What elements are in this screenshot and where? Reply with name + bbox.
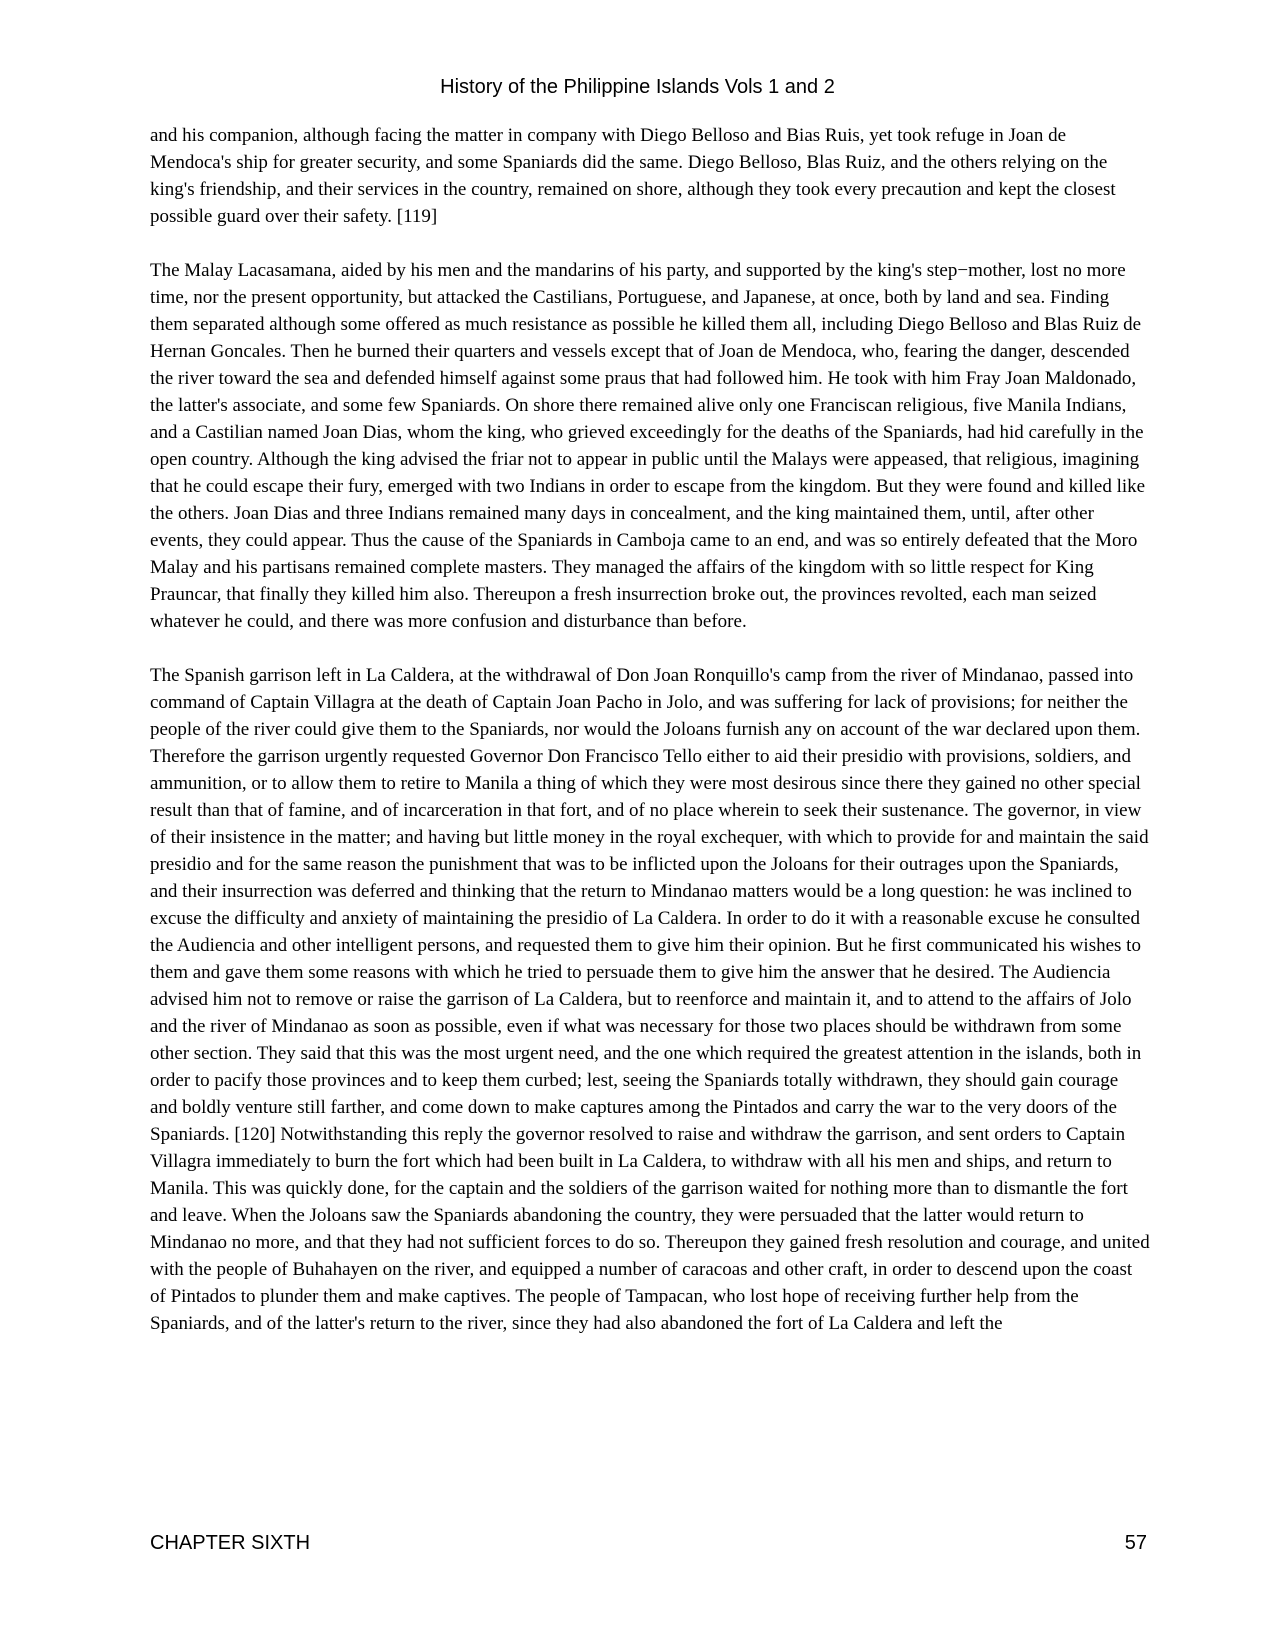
paragraph-2: The Malay Lacasamana, aided by his men and the mandarins of his party, and supported by the king's step−mother, lost no more time, nor the present opportunity, but attacked the Castilians, Portuguese, and Japanese, at once, both by land and sea. Finding them separated although some offered as much resistance as possible he killed them all, including Diego Belloso and Blas Ruiz de Hernan Goncales. Then he burned their quarters and vessels except that of Joan de Mendoca, who, fearing the danger, descended the river toward the sea and defended himself against some praus that had followed him. He took with him Fray Joan Maldonado, the latter's associate, and some few Spaniards. On shore there remained alive only one Franciscan religious, five Manila Indians, and a Castilian named Joan Dias, whom the king, who grieved exceedingly for the deaths of the Spaniards, had hid carefully in the open country. Although the king advised the friar not to appear in public until the Malays were appeased, that religious, imagining that he could escape their fury, emerged with two Indians in order to escape from the kingdom. But they were found and killed like the others. Joan Dias and three Indians remained many days in concealment, and the king maintained them, until, after other events, they could appear. Thus the cause of the Spaniards in Camboja came to an end, and was so entirely defeated that the Moro Malay and his partisans remained complete masters. They managed the affairs of the kingdom with so little respect for King Prauncar, that finally they killed him also. Thereupon a fresh insurrection broke out, the provinces revolted, each man seized whatever he could, and there was more confusion and disturbance than before. [150, 260, 1146, 632]
paragraph-3: The Spanish garrison left in La Caldera, at the withdrawal of Don Joan Ronquillo's camp from the river of Mindanao, passed into command of Captain Villagra at the death of Captain Joan Pacho in Jolo, and was suffering for lack of provisions; for neither the people of the river could give them to the Spaniards, nor would the Joloans furnish any on account of the war declared upon them. Therefore the garrison urgently requested Governor Don Francisco Tello either to aid their presidio with provisions, soldiers, and ammunition, or to allow them to retire to Manila a thing of which they were most desirous since there they gained no other special result than that of famine, and of incarceration in that fort, and of no place wherein to seek their sustenance. The governor, in view of their insistence in the matter; and having but little money in the royal exchequer, with which to provide for and maintain the said presidio and for the same reason the punishment that was to be inflicted upon the Joloans for their outrages upon the Spaniards, and their insurrection was deferred and thinking that the return to Mindanao matters would be a long question: he was inclined to excuse the difficulty and anxiety of maintaining the presidio of La Caldera. In order to do it with a reasonable excuse he consulted the Audiencia and other intelligent persons, and requested them to give him their opinion. But he first communicated his wishes to them and gave them some reasons with which he tried to persuade them to give him the answer that he desired. The Audiencia advised him not to remove or raise the garrison of La Caldera, but to reenforce and maintain it, and to attend to the affairs of Jolo and the river of Mindanao as soon as possible, even if what was necessary for those two places should be withdrawn from some other section. They said that this was the most urgent need, and the one which required the greatest attention in the islands, both in order to pacify those provinces and to keep them curbed; lest, seeing the Spaniards totally withdrawn, they should gain courage and boldly venture still farther, and come down to make captures among the Pintados and carry the war to the very doors of the Spaniards. [120] Notwithstanding this reply the governor resolved to raise and withdraw the garrison, and sent orders to Captain Villagra immediately to burn the fort which had been built in La Caldera, to withdraw with all his men and ships, and return to Manila. This was quickly done, for the captain and the soldiers of the garrison waited for nothing more than to dismantle the fort and leave. When the Joloans saw the Spaniards abandoning the country, they were persuaded that the latter would return to Mindanao no more, and that they had not sufficient forces to do so. Thereupon they gained fresh resolution and courage, and united with the people of Buhahayen on the river, and equipped a number of caracoas and other craft, in order to descend upon the coast of Pintados to plunder them and make captives. The people of Tampacan, who lost hope of receiving further help from the Spaniards, and of the latter's return to the river, since they had also abandoned the fort of La Caldera and left the [150, 665, 1150, 1334]
page-header-title: History of the Philippine Islands Vols 1 and 2 [440, 76, 835, 98]
body-text [150, 122, 1150, 1364]
paragraph-1: and his companion, although facing the matter in company with Diego Belloso and Bias Ruis, yet took refuge in Joan de Mendoca's ship for greater security, and some Spaniards did the same. Diego Belloso, Blas Ruiz, and the others relying on the king's friendship, and their services in the country, remained on shore, although they took every precaution and kept the closest possible guard over their safety. [119] [150, 125, 1116, 227]
footer-page-number: 57 [1124, 1532, 1147, 1554]
footer-chapter: CHAPTER SIXTH [150, 1532, 311, 1554]
